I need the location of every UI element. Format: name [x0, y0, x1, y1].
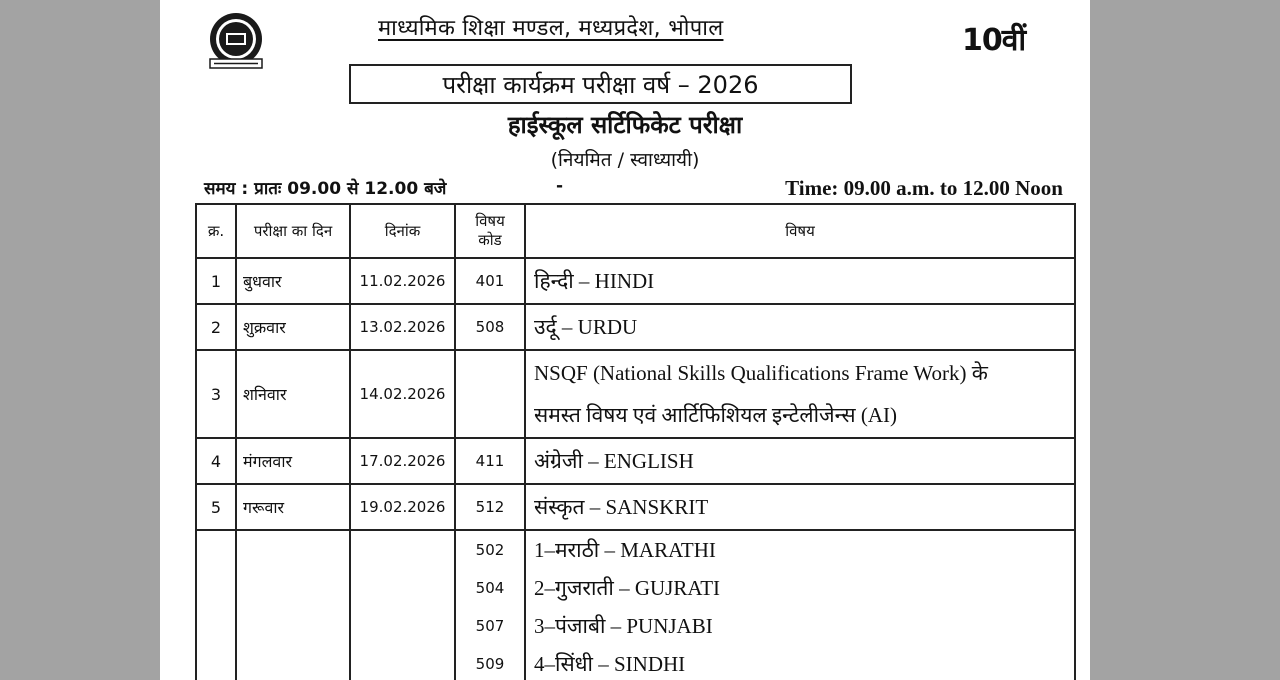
row-day: शुक्रवार [236, 304, 350, 350]
exam-mode: (नियमित / स्वाध्यायी) [550, 149, 700, 171]
row-subject: उर्दू – URDU [525, 304, 1075, 350]
document-page [160, 0, 1090, 680]
row-subject: संस्कृत – SANSKRIT [525, 484, 1075, 530]
subject-line-1: NSQF (National Skills Qualifications Frame Work) के [534, 361, 988, 385]
language-code: 507 [475, 617, 505, 635]
programme-title: परीक्षा कार्यक्रम परीक्षा वर्ष – 2026 [349, 64, 852, 104]
row-day: मंगलवार [236, 438, 350, 484]
row-code: 411 [455, 438, 525, 484]
table-row [196, 438, 1075, 484]
row-code [455, 350, 525, 438]
row-sn [196, 530, 236, 680]
row-date: 11.02.2026 [350, 258, 455, 304]
table-row [196, 350, 1075, 438]
subject-line-2: समस्त विषय एवं आर्टिफिशियल इन्टेलीजेन्स (AI) [534, 403, 897, 427]
row-day [236, 530, 350, 680]
time-english: Time: 09.00 a.m. to 12.00 Noon [785, 176, 1063, 200]
row-day: बुधवार [236, 258, 350, 304]
exam-schedule-table [195, 203, 1076, 680]
row-sn: 4 [196, 438, 236, 484]
row-code: 508 [455, 304, 525, 350]
separator-dash: - [556, 176, 564, 196]
header-day: परीक्षा का दिन [236, 204, 350, 258]
language-codes [455, 530, 525, 680]
header-sn: क्र. [196, 204, 236, 258]
row-sn: 1 [196, 258, 236, 304]
row-subject: हिन्दी – HINDI [525, 258, 1075, 304]
exam-name: हाईस्कूल सर्टिफिकेट परीक्षा [507, 111, 743, 139]
row-date [350, 530, 455, 680]
board-name: माध्यमिक शिक्षा मण्डल, मध्यप्रदेश, भोपाल [378, 16, 724, 41]
row-date: 14.02.2026 [350, 350, 455, 438]
table-row-languages [196, 530, 1075, 680]
row-day: शनिवार [236, 350, 350, 438]
row-day: गरूवार [236, 484, 350, 530]
table-row [196, 258, 1075, 304]
row-code: 512 [455, 484, 525, 530]
language-subject: 4–सिंधी – SINDHI [534, 652, 686, 676]
board-emblem-icon [204, 12, 268, 70]
row-sn: 2 [196, 304, 236, 350]
row-date: 19.02.2026 [350, 484, 455, 530]
language-subject: 3–पंजाबी – PUNJABI [534, 614, 713, 638]
row-sn: 5 [196, 484, 236, 530]
header-subject: विषय [525, 204, 1075, 258]
language-code: 509 [475, 655, 505, 673]
row-sn: 3 [196, 350, 236, 438]
header-date: दिनांक [350, 204, 455, 258]
header-code: विषय कोड [455, 204, 525, 258]
table-row [196, 484, 1075, 530]
language-subject: 1–मराठी – MARATHI [534, 538, 716, 562]
language-subjects [525, 530, 1075, 680]
row-subject: अंग्रेजी – ENGLISH [525, 438, 1075, 484]
table-row [196, 304, 1075, 350]
row-date: 17.02.2026 [350, 438, 455, 484]
table-header-row [196, 204, 1075, 258]
row-date: 13.02.2026 [350, 304, 455, 350]
row-subject [525, 350, 1075, 438]
language-code: 502 [475, 541, 505, 559]
time-hindi: समय : प्रातः 09.00 से 12.00 बजे [204, 179, 447, 199]
class-label: 10वीं [962, 23, 1026, 58]
row-code: 401 [455, 258, 525, 304]
language-subject: 2–गुजराती – GUJRATI [534, 576, 721, 600]
language-code: 504 [475, 579, 505, 597]
